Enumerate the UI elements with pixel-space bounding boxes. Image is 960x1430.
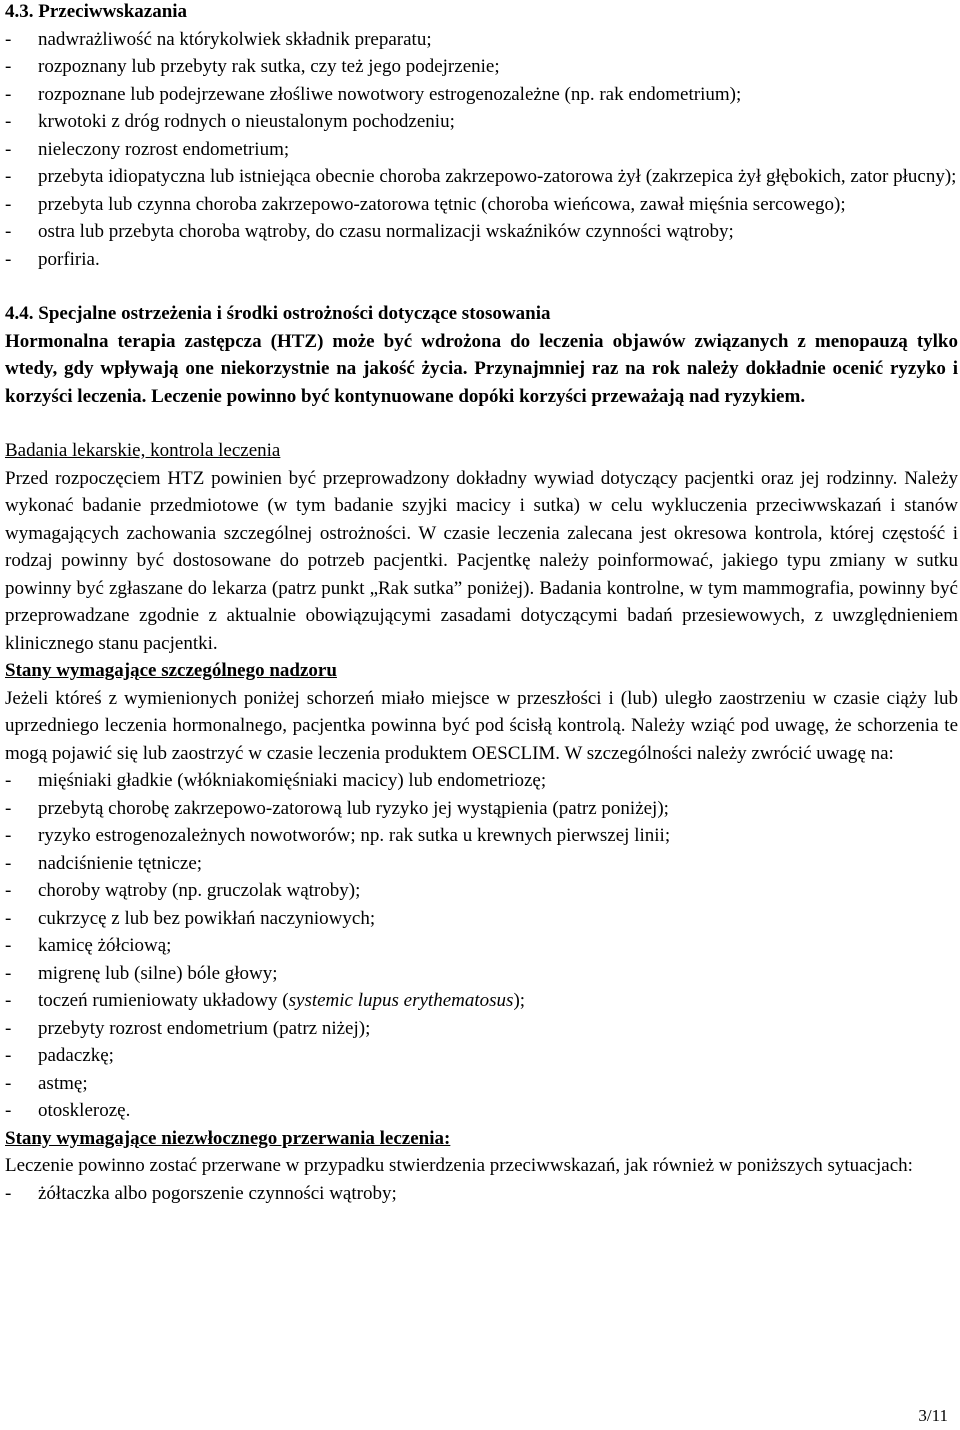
list-item: - żółtaczka albo pogorszenie czynności wątroby; [5, 1180, 958, 1208]
contraindications-list [5, 26, 958, 274]
list-item: - otosklerozę. [5, 1097, 958, 1125]
supervision-conditions-list [5, 767, 958, 1125]
page-number: 3/11 [918, 1406, 948, 1425]
list-item: - porfiria. [5, 246, 958, 274]
list-item: - ryzyko estrogenozależnych nowotworów; np. rak sutka u krewnych pierwszej linii; [5, 822, 958, 850]
list-item: - rozpoznane lub podejrzewane złośliwe nowotwory estrogenozależne (np. rak endometrium); [5, 81, 958, 109]
spacer [5, 273, 958, 300]
list-item: - przebytą chorobę zakrzepowo-zatorową lub ryzyko jej wystąpienia (patrz poniżej); [5, 795, 958, 823]
list-item: - cukrzycę z lub bez powikłań naczyniowych; [5, 905, 958, 933]
list-item: - migrenę lub (silne) bóle głowy; [5, 960, 958, 988]
list-item: - krwotoki z dróg rodnych o nieustalonym pochodzeniu; [5, 108, 958, 136]
list-item: - przebyta idiopatyczna lub istniejąca obecnie choroba zakrzepowo-zatorowa żył (zakrzepica żył głębokich, zator płucny); [5, 163, 958, 191]
subheading-special-supervision: Stany wymagające szczególnego nadzoru [5, 660, 337, 681]
list-item: - przebyta lub czynna choroba zakrzepowo-zatorowa tętnic (choroba wieńcowa, zawał mięśnia sercowego); [5, 191, 958, 219]
list-item: - nadwrażliwość na którykolwiek składnik preparatu; [5, 26, 958, 54]
subheading-discontinuation: Stany wymagające niezwłocznego przerwania leczenia: [5, 1127, 451, 1149]
section-heading-warnings: 4.4. Specjalne ostrzeżenia i środki ostrożności dotyczące stosowania [5, 303, 551, 324]
document-page [5, 0, 958, 1207]
list-item: - rozpoznany lub przebyty rak sutka, czy też jego podejrzenie; [5, 53, 958, 81]
list-item-lupus [5, 987, 958, 1015]
subheading-medical-exams: Badania lekarskie, kontrola leczenia [5, 440, 281, 461]
discontinuation-paragraph: Leczenie powinno zostać przerwane w przypadku stwierdzenia przeciwwskazań, jak również w poniższych sytuacjach: [5, 1155, 913, 1176]
medical-exams-paragraph: Przed rozpoczęciem HTZ powinien być przeprowadzony dokładny wywiad dotyczący pacjentki oraz jej rodzinny. Należy wykonać badanie przedmiotowe (w tym badanie szyjki macicy i sutka) w celu wykluczenia przeciwwskazań i stanów wymagających zachowania szczególnej ostrożności. W czasie leczenia zalecana jest okresowa kontrola, której częstość i rodzaj powinny być dostosowane do potrzeb pacjentki. Pacjentkę należy poinformować, jakiego typu zmiany w sutku powinny być zgłaszane do lekarza (patrz punkt „Rak sutka” poniżej). Badania kontrolne, w tym mammografia, powinny być przeprowadzane zgodnie z aktualnie obowiązującymi zasadami dotyczącymi badań przesiewowych, z uwzględnieniem klinicznego stanu pacjentki. [5, 467, 958, 654]
lupus-text-end: ); [513, 990, 526, 1011]
warnings-intro-paragraph: Hormonalna terapia zastępcza (HTZ) może być wdrożona do leczenia objawów związanych z menopauzą tylko wtedy, gdy wpływają one niekorzystnie na jakość życia. Przynajmniej raz na rok należy dokładnie ocenić ryzyko i korzyści leczenia. Leczenie powinno być kontynuowane dopóki korzyści przeważają nad ryzykiem. [5, 330, 958, 407]
spacer [5, 410, 958, 437]
section-heading-contraindications: 4.3. Przeciwwskazania [5, 1, 188, 22]
list-item: - choroby wątroby (np. gruczolak wątroby); [5, 877, 958, 905]
special-supervision-paragraph: Jeżeli któreś z wymienionych poniżej schorzeń miało miejsce w przeszłości i (lub) uległo zaostrzeniu w czasie ciąży lub uprzedniego leczenia hormonalnego, pacjentka powinna być pod ścisłą kontrolą. Należy wziąć pod uwagę, że schorzenia te mogą pojawić się lub zaostrzyć w czasie leczenia produktem OESCLIM. W szczególności należy zwrócić uwagę na: [5, 687, 958, 764]
list-item: - ostra lub przebyta choroba wątroby, do czasu normalizacji wskaźników czynności wątroby; [5, 218, 958, 246]
list-item: - padaczkę; [5, 1042, 958, 1070]
list-item: - przebyty rozrost endometrium (patrz niżej); [5, 1015, 958, 1043]
list-item: - mięśniaki gładkie (włókniakomięśniaki macicy) lub endometriozę; [5, 767, 958, 795]
list-item: - nieleczony rozrost endometrium; [5, 136, 958, 164]
list-item: - astmę; [5, 1070, 958, 1098]
lupus-text-start: toczeń rumieniowaty układowy ( [38, 990, 289, 1011]
discontinuation-list [5, 1180, 958, 1208]
list-item: - kamicę żółciową; [5, 932, 958, 960]
list-item: - nadciśnienie tętnicze; [5, 850, 958, 878]
lupus-latin-term: systemic lupus erythematosus [288, 990, 514, 1011]
